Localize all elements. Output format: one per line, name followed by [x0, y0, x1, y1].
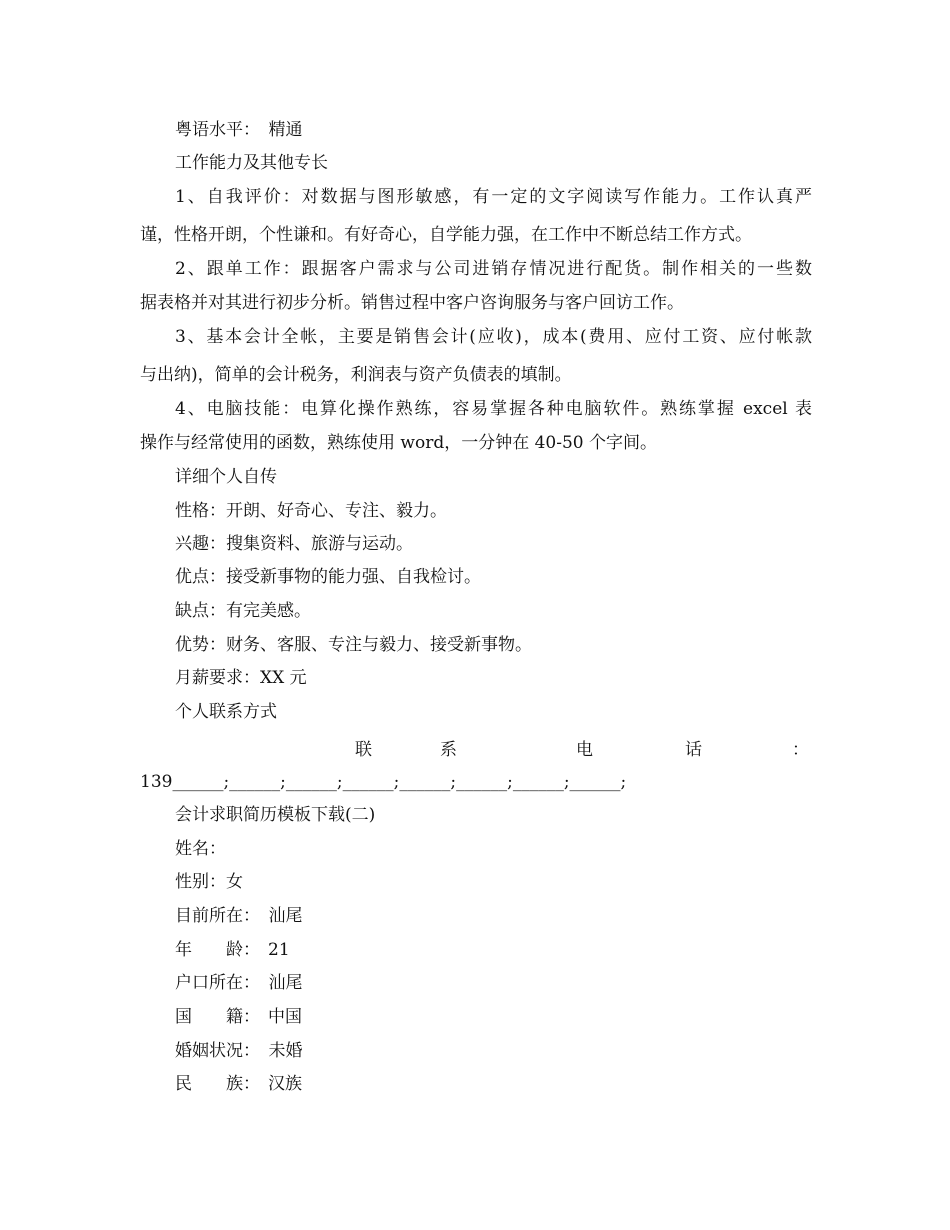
ethnicity-field	[175, 1073, 812, 1095]
phone-label-char: 话	[685, 740, 702, 760]
ethnicity-label: 民 族：	[175, 1074, 260, 1094]
salary-line: 月薪要求：XX 元	[175, 668, 307, 688]
gender-field: 性别：女	[175, 872, 243, 892]
hukou-field: 户口所在： 汕尾	[175, 973, 303, 993]
item1-line2: 谨，性格开朗，个性谦和。有好奇心，自学能力强，在工作中不断总结工作方式。	[140, 225, 752, 245]
age-label: 年 龄：	[175, 940, 260, 960]
nationality-value: 中国	[268, 1007, 302, 1027]
item2-line1: 2、跟单工作：跟据客户需求与公司进销存情况进行配货。制作相关的一些数	[175, 259, 812, 279]
contact-heading: 个人联系方式	[175, 702, 277, 722]
item4-line1: 4、电脑技能：电算化操作熟练，容易掌握各种电脑软件。熟练掌握 excel 表	[175, 399, 812, 419]
phone-label	[140, 735, 812, 760]
cantonese-level: 粤语水平： 精通	[175, 120, 303, 140]
item3-line2: 与出纳)，简单的会计税务，利润表与资产负债表的填制。	[140, 365, 572, 385]
phone-label-char: 电	[576, 740, 593, 760]
phone-label-char: 联	[355, 740, 372, 760]
item4-line2: 操作与经常使用的函数，熟练使用 word，一分钟在 40-50 个字间。	[140, 433, 658, 453]
location-field: 目前所在： 汕尾	[175, 906, 303, 926]
phone-value: 139______;______;______;______;______;______;______;______;	[140, 772, 627, 792]
item2-line2: 据表格并对其进行初步分析。销售过程中客户咨询服务与客户回访工作。	[140, 293, 684, 313]
phone-label-char: ：	[792, 740, 809, 760]
age-field	[175, 939, 812, 961]
weakness-line: 缺点：有完美感。	[175, 601, 311, 621]
advantages-line: 优势：财务、客服、专注与毅力、接受新事物。	[175, 635, 532, 655]
interests-line: 兴趣：搜集资料、旅游与运动。	[175, 534, 413, 554]
template-title: 会计求职简历模板下载(二)	[175, 805, 376, 825]
bio-heading: 详细个人自传	[175, 467, 277, 487]
item1-line1: 1、自我评价：对数据与图形敏感，有一定的文字阅读写作能力。工作认真严	[175, 187, 812, 207]
nationality-label: 国 籍：	[175, 1007, 260, 1027]
marital-field: 婚姻状况： 未婚	[175, 1041, 303, 1061]
skills-heading: 工作能力及其他专长	[175, 153, 328, 173]
nationality-field	[175, 1006, 812, 1028]
item3-line1: 3、基本会计全帐，主要是销售会计(应收)，成本(费用、应付工资、应付帐款	[175, 327, 812, 347]
ethnicity-value: 汉族	[268, 1074, 302, 1094]
personality-line: 性格：开朗、好奇心、专注、毅力。	[175, 501, 447, 521]
name-field: 姓名：	[175, 839, 226, 859]
strengths-line: 优点：接受新事物的能力强、自我检讨。	[175, 567, 481, 587]
age-value: 21	[268, 940, 290, 960]
phone-label-char: 系	[440, 740, 457, 760]
